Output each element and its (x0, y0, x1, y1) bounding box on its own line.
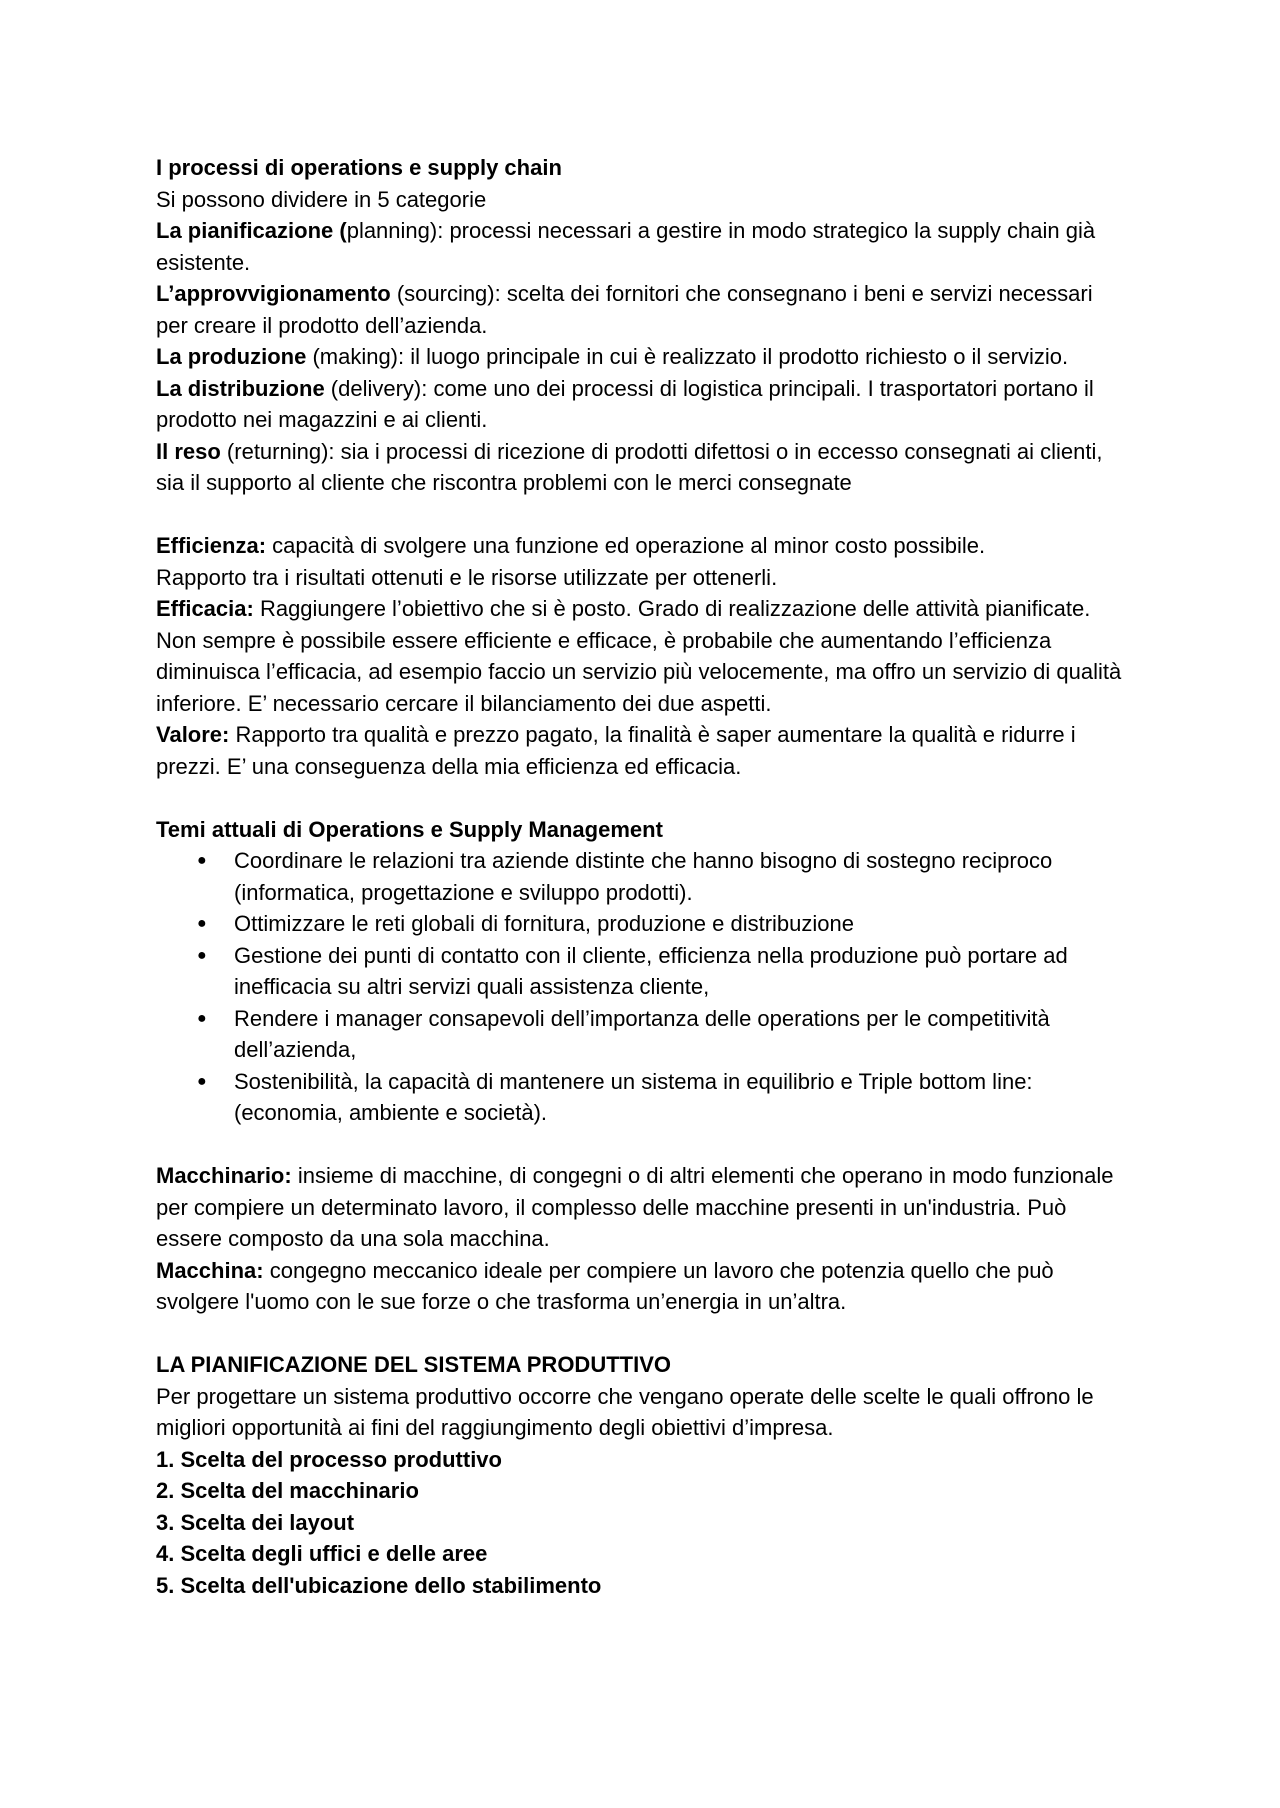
definition-efficacia: Efficacia: Raggiungere l’obiettivo che si è posto. Grado di realizzazione delle attività pianificate. (156, 596, 1091, 621)
planning-step: 3. Scelta dei layout (156, 1509, 355, 1535)
planning-step: 4. Scelta degli uffici e delle aree (156, 1541, 488, 1566)
themes-list (156, 845, 1126, 1129)
definition-valore: Valore: Rapporto tra qualità e prezzo pagato, la finalità è saper aumentare la qualità e ridurre i prezzi. E’ una conseguenza della mia efficienza ed efficacia. (156, 722, 1076, 779)
list-item: ● Rendere i manager consapevoli dell’importanza delle operations per le competitività dell’azienda, (156, 1003, 1126, 1066)
bullet-icon: ● (197, 1009, 207, 1027)
planning-intro: Per progettare un sistema produttivo occorre che vengano operate delle scelte le quali offrono le migliori opportunità ai fini del raggiungimento degli obiettivi d’impresa. (156, 1383, 1094, 1440)
paragraph-gap (156, 1129, 1126, 1161)
paragraph-gap (156, 499, 1126, 531)
definition-efficienza: Efficienza: capacità di svolgere una funzione ed operazione al minor costo possibile. (156, 533, 986, 558)
balance-paragraph: Non sempre è possibile essere efficiente e efficace, è probabile che aumentando l’efficienza diminuisca l’efficacia, ad esempio faccio un servizio più velocemente, ma offro un servizio di qualità inferiore. E’ necessario cercare il bilanciamento dei due aspetti. (156, 627, 1122, 716)
category-making: La produzione (making): il luogo principale in cui è realizzato il prodotto richiesto o il servizio. (156, 344, 1069, 369)
paragraph-gap (156, 1318, 1126, 1350)
list-item: ● Gestione dei punti di contatto con il cliente, efficienza nella produzione può portare ad inefficacia su altri servizi quali assistenza cliente, (156, 940, 1126, 1003)
category-delivery: La distribuzione (delivery): come uno dei processi di logistica principali. I trasportatori portano il prodotto nei magazzini e ai clienti. (156, 375, 1094, 432)
paragraph-gap (156, 782, 1126, 814)
list-item: ● Ottimizzare le reti globali di fornitura, produzione e distribuzione (156, 908, 1126, 940)
planning-step: 5. Scelta dell'ubicazione dello stabilimento (156, 1572, 602, 1598)
categories-intro: Si possono dividere in 5 categorie (156, 186, 487, 212)
bullet-icon: ● (197, 1072, 207, 1090)
bullet-icon: ● (197, 946, 207, 964)
category-returning: Il reso (returning): sia i processi di ricezione di prodotti difettosi o in eccesso consegnati ai clienti, sia il supporto al cliente che riscontra problemi con le merci consegnate (156, 438, 1103, 495)
list-item: ● Sostenibilità, la capacità di mantenere un sistema in equilibrio e Triple bottom line: (economia, ambiente e società). (156, 1066, 1126, 1129)
section-heading-processes: I processi di operations e supply chain (156, 155, 562, 180)
definition-macchina: Macchina: congegno meccanico ideale per compiere un lavoro che potenzia quello che può svolgere l'uomo con le sue forze o che trasforma un’energia in un’altra. (156, 1257, 1054, 1314)
list-item: ● Coordinare le relazioni tra aziende distinte che hanno bisogno di sostegno reciproco (informatica, progettazione e sviluppo prodotti). (156, 845, 1126, 908)
document-page (156, 152, 1126, 1601)
category-planning: La pianificazione (planning): processi necessari a gestire in modo strategico la supply chain già esistente. (156, 218, 1096, 275)
category-sourcing: L’approvvigionamento (sourcing): scelta dei fornitori che consegnano i beni e servizi necessari per creare il prodotto dell’azienda. (156, 281, 1093, 338)
section-heading-planning: LA PIANIFICAZIONE DEL SISTEMA PRODUTTIVO (156, 1352, 671, 1377)
bullet-icon: ● (197, 915, 207, 932)
planning-step: 2. Scelta del macchinario (156, 1478, 419, 1503)
definition-macchinario: Macchinario: insieme di macchine, di congegni o di altri elementi che operano in modo funzionale per compiere un determinato lavoro, il complesso delle macchine presenti in un'industria. Può essere composto da una sola macchina. (156, 1163, 1114, 1251)
planning-step: 1. Scelta del processo produttivo (156, 1446, 502, 1472)
bullet-icon: ● (197, 852, 207, 869)
section-heading-themes: Temi attuali di Operations e Supply Management (156, 816, 663, 842)
definition-efficienza-ratio: Rapporto tra i risultati ottenuti e le risorse utilizzate per ottenerli. (156, 564, 778, 590)
